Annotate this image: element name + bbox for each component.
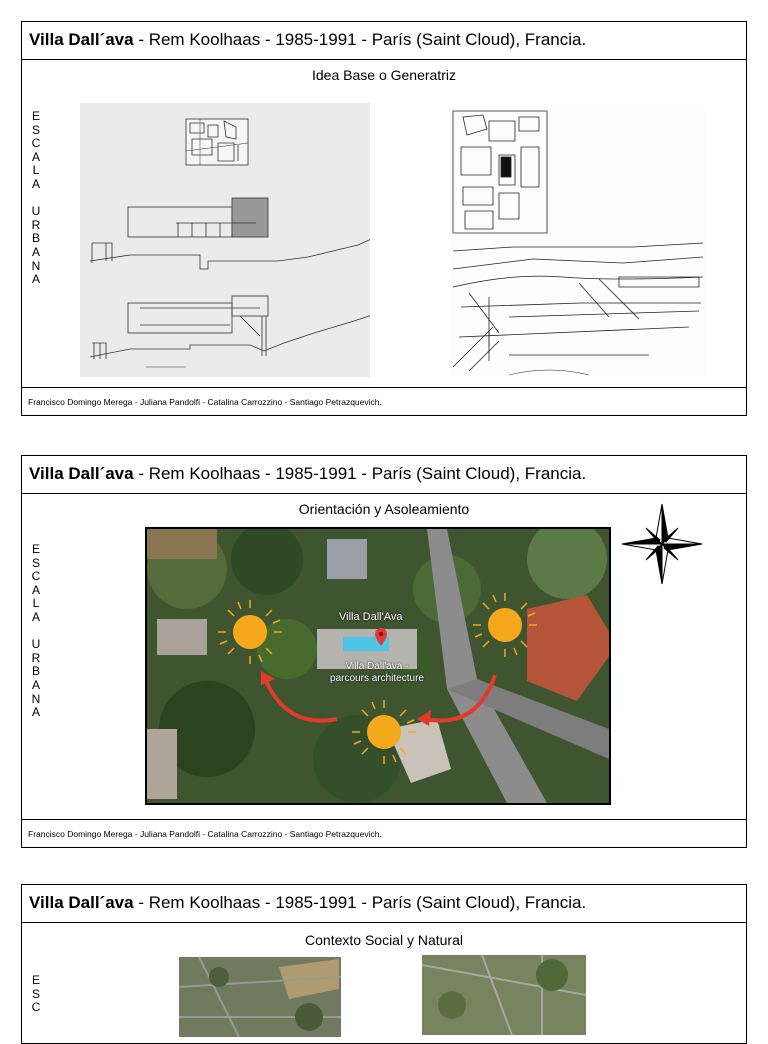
sheet-title: Villa Dall´ava - Rem Koolhaas - 1985-1991 - París (Saint Cloud), Francia.: [22, 456, 746, 494]
sketch-drawing-image: [449, 107, 707, 377]
sun-west-icon: [215, 597, 285, 667]
sun-east-icon: [470, 590, 540, 660]
compass-rose-icon: [618, 502, 706, 586]
sun-noon-icon: [349, 697, 419, 767]
aerial-context-image-right: [422, 955, 586, 1035]
vertical-label-escala-urbana: E S C: [31, 973, 41, 1015]
sheet-panel-3: [21, 884, 747, 1044]
sheet-panel-2: [21, 455, 747, 848]
map-label-parcours: Villa Dall'ava - parcours architecture: [330, 661, 424, 684]
vertical-label-escala-urbana: E S C A L A U R B A N A: [31, 542, 41, 720]
aerial-orientation-map: [145, 527, 611, 805]
sheet-panel-1: [21, 21, 747, 416]
sheet-footer-credits: Francisco Domingo Merega - Juliana Pandolfi - Catalina Carrozzino - Santiago Petrazquevich.: [22, 387, 746, 415]
aerial-context-image-left: [179, 957, 341, 1037]
sheet-title: Villa Dall´ava - Rem Koolhaas - 1985-1991 - París (Saint Cloud), Francia.: [22, 885, 746, 923]
section-drawings-image: [80, 103, 370, 377]
vertical-label-escala-urbana: E S C A L A U R B A N A: [31, 109, 41, 287]
map-label-villa: Villa Dall'Ava: [339, 611, 403, 623]
sheet-footer-credits: Francisco Domingo Merega - Juliana Pandolfi - Catalina Carrozzino - Santiago Petrazquevich.: [22, 819, 746, 847]
sheet-title: Villa Dall´ava - Rem Koolhaas - 1985-1991 - París (Saint Cloud), Francia.: [22, 22, 746, 60]
section-subtitle: Orientación y Asoleamiento: [298, 501, 470, 517]
section-subtitle: Idea Base o Generatriz: [312, 67, 456, 83]
section-subtitle: Contexto Social y Natural: [305, 932, 463, 948]
location-pin-icon[interactable]: [374, 627, 388, 647]
